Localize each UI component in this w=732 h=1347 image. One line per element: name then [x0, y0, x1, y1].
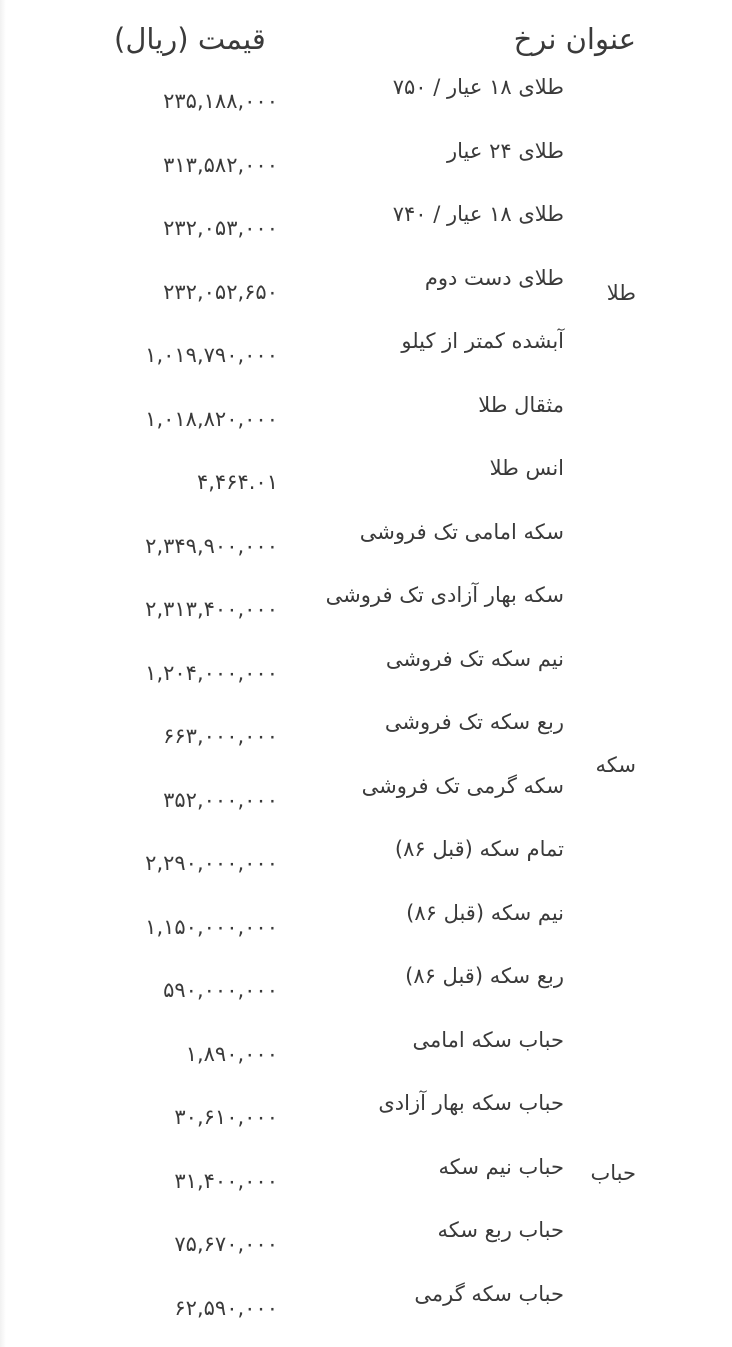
rate-price: ۲,۲۹۰,۰۰۰,۰۰۰ [145, 851, 278, 875]
rate-name: طلای ۱۸ عیار / ۷۵۰ [392, 75, 564, 99]
rate-name: نیم سکه تک فروشی [385, 646, 564, 671]
rates-table [0, 62, 732, 1332]
rate-name: حباب نیم سکه [438, 1154, 564, 1179]
rate-name: طلای دست دوم [424, 265, 564, 290]
rate-name: انس طلا [489, 456, 564, 480]
rate-price: ۱,۰۱۹,۷۹۰,۰۰۰ [145, 343, 278, 367]
table-row [0, 570, 732, 634]
rate-price: ۱,۰۱۸,۸۲۰,۰۰۰ [145, 406, 278, 431]
rate-price: ۲۳۲,۰۵۲,۶۵۰ [163, 279, 278, 304]
group-label-gold: طلا [606, 281, 636, 305]
rate-name: طلای ۱۸ عیار / ۷۴۰ [392, 202, 564, 226]
rate-name: حباب سکه امامی [412, 1027, 564, 1052]
rate-name: سکه بهار آزادی تک فروشی [325, 583, 564, 607]
table-row [0, 316, 732, 380]
table-row [0, 380, 732, 444]
rate-price: ۳۰,۶۱۰,۰۰۰ [174, 1105, 278, 1129]
rate-name: حباب سکه گرمی [414, 1281, 564, 1306]
rate-price: ۷۵,۶۷۰,۰۰۰ [174, 1232, 278, 1256]
rate-price: ۱,۱۵۰,۰۰۰,۰۰۰ [145, 914, 278, 939]
table-row [0, 1205, 732, 1269]
group-label-coin: سکه [595, 753, 636, 777]
table-row [0, 507, 732, 571]
rate-price: ۴,۴۶۴.۰۱ [196, 470, 278, 494]
rate-name: نیم سکه (قبل ۸۶) [406, 900, 564, 925]
rate-price: ۲۳۵,۱۸۸,۰۰۰ [163, 89, 278, 113]
rate-price: ۵۹۰,۰۰۰,۰۰۰ [163, 978, 278, 1002]
rate-name: ربع سکه تک فروشی [384, 710, 564, 734]
table-row [0, 1269, 732, 1333]
table-row [0, 634, 732, 698]
group-label-bubble: حباب [590, 1161, 636, 1185]
rate-name: ربع سکه (قبل ۸۶) [405, 964, 564, 988]
price-column-header: قیمت (ریال) [114, 22, 266, 56]
rate-name: حباب ربع سکه [437, 1218, 564, 1242]
rate-name: آبشده کمتر از کیلو [401, 329, 564, 353]
rate-price: ۳۱۳,۵۸۲,۰۰۰ [163, 152, 278, 177]
rate-name: حباب سکه بهار آزادی [378, 1091, 564, 1115]
rate-price: ۳۵۲,۰۰۰,۰۰۰ [163, 787, 278, 812]
rate-name: طلای ۲۴ عیار [446, 138, 564, 163]
rate-price: ۱,۸۹۰,۰۰۰ [185, 1041, 278, 1066]
rate-price: ۲,۳۱۳,۴۰۰,۰۰۰ [145, 597, 278, 621]
table-row [0, 951, 732, 1015]
rate-price: ۱,۲۰۴,۰۰۰,۰۰۰ [145, 660, 278, 685]
rate-price: ۶۶۳,۰۰۰,۰۰۰ [163, 724, 278, 748]
rate-price: ۳۱,۴۰۰,۰۰۰ [174, 1168, 278, 1193]
table-row [0, 824, 732, 888]
table-row [0, 1015, 732, 1079]
rate-title-column-header: عنوان نرخ [513, 22, 636, 56]
table-row [0, 443, 732, 507]
table-row [0, 1078, 732, 1142]
rate-price: ۲۳۲,۰۵۳,۰۰۰ [163, 216, 278, 240]
table-row [0, 888, 732, 952]
rate-name: سکه امامی تک فروشی [359, 519, 564, 544]
table-row [0, 189, 732, 253]
rate-price: ۲,۳۴۹,۹۰۰,۰۰۰ [145, 533, 278, 558]
table-row [0, 62, 732, 126]
rate-price: ۶۲,۵۹۰,۰۰۰ [174, 1295, 278, 1320]
table-row [0, 126, 732, 190]
rate-name: سکه گرمی تک فروشی [361, 773, 564, 798]
rate-name: مثقال طلا [478, 392, 564, 417]
rate-name: تمام سکه (قبل ۸۶) [394, 837, 564, 861]
